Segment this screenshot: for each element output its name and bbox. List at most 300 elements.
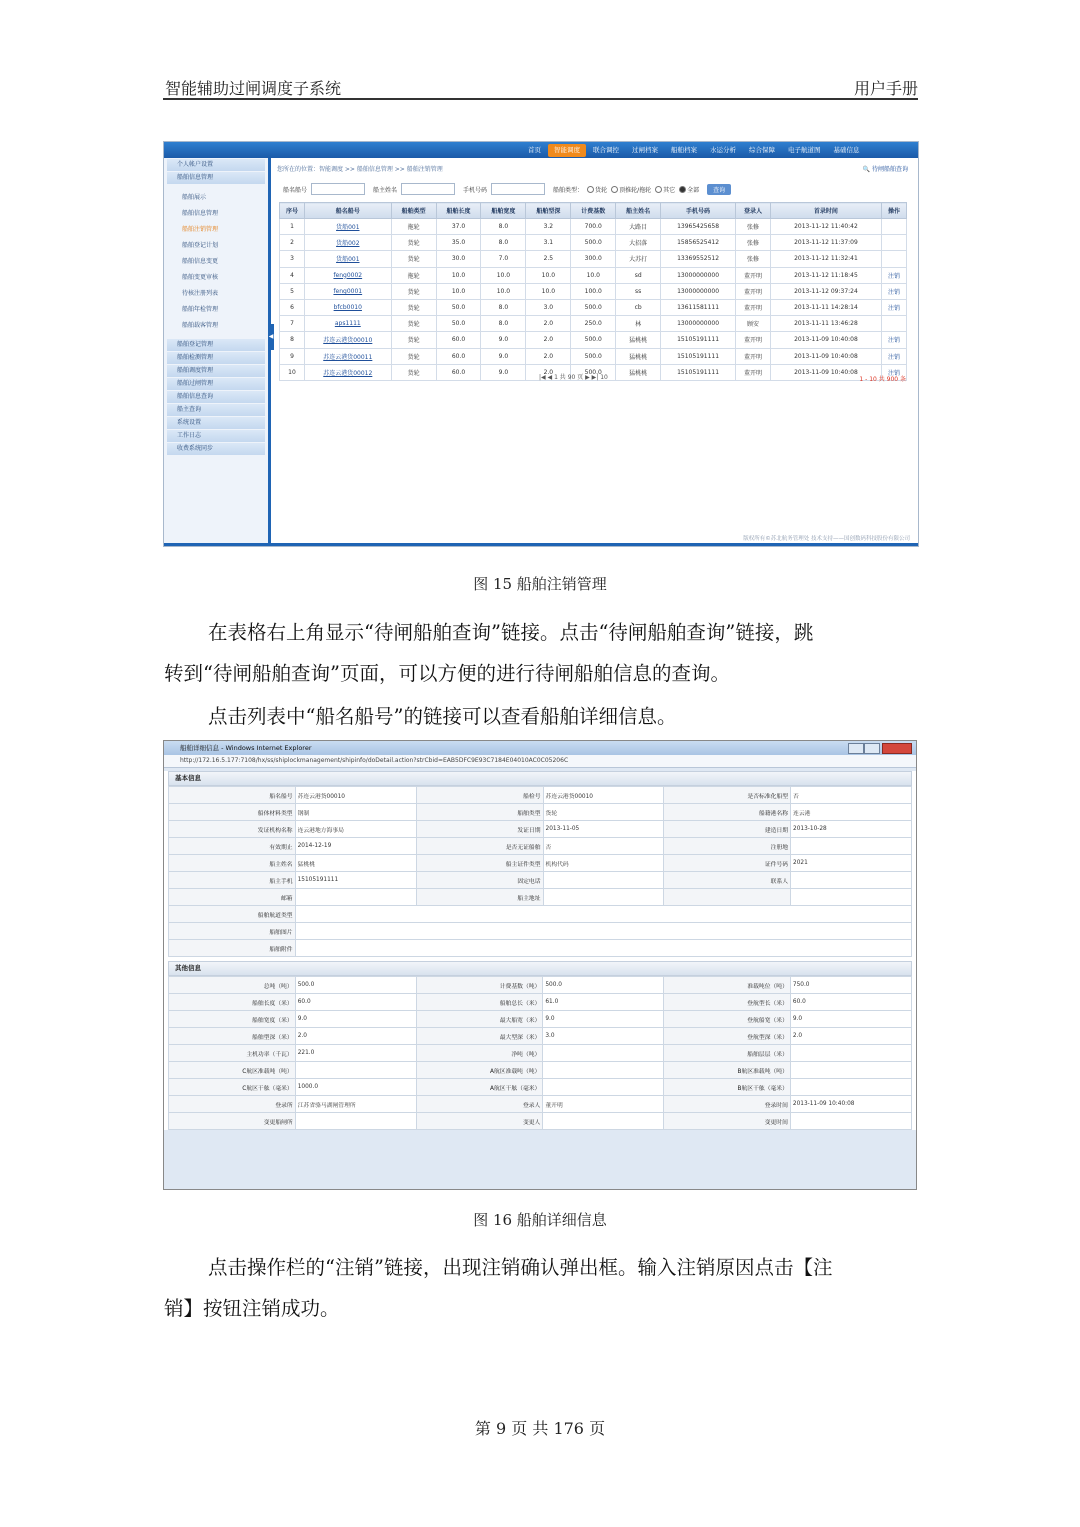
table-cell: 货轮: [391, 364, 436, 380]
table-row: [280, 235, 907, 251]
table-cell: 50.0: [436, 299, 481, 315]
paragraph-3: [164, 1247, 918, 1329]
table-cell: 8.0: [481, 235, 526, 251]
table-cell: 2.0: [526, 316, 571, 332]
cancel-link[interactable]: [881, 219, 906, 235]
table-cell: 500.0: [571, 348, 616, 364]
table-cell: 10.0: [526, 267, 571, 283]
detail-label: 登航型深（米）: [664, 1028, 791, 1045]
detail-label: 变更人: [416, 1113, 543, 1130]
table-cell: 10.0: [481, 283, 526, 299]
main-panel: [271, 158, 918, 546]
table-cell: 大苏打: [616, 251, 661, 267]
type-radio[interactable]: [611, 186, 618, 193]
detail-value: 3.0: [543, 1028, 664, 1045]
para1-line2: 转到“待闸船舶查询”页面，可以方便的进行待闸船舶信息的查询。: [164, 662, 730, 685]
table-cell: 30.0: [436, 251, 481, 267]
detail-value: 2013-11-09 10:40:08: [790, 1096, 911, 1113]
table-cell: 13369552512: [661, 251, 736, 267]
para2-line1: 点击列表中“船名船号”的链接可以查看船舶详细信息。: [208, 705, 677, 728]
ship-no-link[interactable]: 苏连云港货00010: [304, 332, 391, 348]
sidebar-item[interactable]: 待核注册列表: [182, 290, 219, 297]
detail-value: 否: [543, 838, 664, 855]
sidebar-toggle[interactable]: ◀: [268, 324, 274, 350]
sidebar: [164, 158, 274, 546]
ship-no-link[interactable]: 货船002: [304, 235, 391, 251]
window-title: 船舶详细信息 - Windows Internet Explorer: [180, 744, 312, 752]
detail-row: [169, 1113, 912, 1130]
table-cell: 猛桃桃: [616, 364, 661, 380]
type-radio[interactable]: [587, 186, 594, 193]
detail-value: [543, 1113, 664, 1130]
table-cell: 9: [280, 348, 305, 364]
table-cell: 2.5: [526, 251, 571, 267]
column-header: 船舶型深: [526, 203, 571, 219]
table-cell: 500.0: [571, 364, 616, 380]
detail-value: [543, 872, 664, 889]
table-cell: 60.0: [436, 364, 481, 380]
table-cell: 货轮: [391, 283, 436, 299]
table-cell: 货轮: [391, 332, 436, 348]
ship-no-link[interactable]: 苏连云港货00011: [304, 348, 391, 364]
detail-label: 船籍港名称: [664, 804, 791, 821]
detail-label: 登录时间: [664, 1096, 791, 1113]
column-header: 船舶宽度: [481, 203, 526, 219]
table-cell: 60.0: [436, 348, 481, 364]
detail-label: 登录人: [416, 1096, 543, 1113]
detail-row: [169, 821, 912, 838]
detail-value: [791, 838, 912, 855]
table-cell: 2013-11-09 10:40:08: [770, 364, 881, 380]
detail-label: 净吨（吨）: [416, 1045, 543, 1062]
table-cell: 张修: [735, 219, 770, 235]
other-info-section: 其他信息: [168, 961, 912, 976]
other-info-table: [168, 976, 912, 1130]
detail-value: 江苏省骆马湖闸管理所: [295, 1096, 416, 1113]
detail-value: 2013-11-05: [543, 821, 664, 838]
sidebar-item[interactable]: 船舶登记计划: [182, 242, 219, 249]
table-cell: 董开明: [735, 299, 770, 315]
nav-item[interactable]: 联合调控: [593, 146, 619, 154]
detail-value: 货轮: [543, 804, 664, 821]
nav-item[interactable]: 水运分析: [710, 146, 736, 154]
detail-label: 发证日期: [416, 821, 543, 838]
nav-item[interactable]: 电子航道图: [788, 146, 821, 154]
table-cell: 8.0: [481, 316, 526, 332]
type-option-label: 其它: [663, 186, 676, 194]
column-header: 船舶长度: [436, 203, 481, 219]
detail-label: B航区干舷（毫米）: [664, 1079, 791, 1096]
sidebar-group[interactable]: 船舶信息管理: [167, 172, 265, 184]
table-row: [280, 219, 907, 235]
table-cell: 董开明: [735, 332, 770, 348]
cancel-link[interactable]: 注销: [881, 299, 906, 315]
table-cell: 9.0: [481, 364, 526, 380]
cancel-link[interactable]: 注销: [881, 267, 906, 283]
table-cell: cb: [616, 299, 661, 315]
header-title: 智能辅助过闸调度子系统: [165, 79, 342, 98]
detail-label: 变更时间: [664, 1113, 791, 1130]
detail-label: 固定电话: [416, 872, 543, 889]
column-header: 手机号码: [661, 203, 736, 219]
detail-label: 船舶长度（米）: [169, 994, 296, 1011]
detail-value: 连云港: [791, 804, 912, 821]
table-cell: 8: [280, 332, 305, 348]
table-cell: 10: [280, 364, 305, 380]
detail-label: A航区准载吨（吨）: [416, 1062, 543, 1079]
detail-row: [169, 1079, 912, 1096]
table-cell: 4: [280, 267, 305, 283]
ship-table: [279, 202, 907, 381]
table-cell: 2013-11-09 10:40:08: [770, 348, 881, 364]
detail-label: 总吨（吨）: [169, 977, 296, 994]
sidebar-group[interactable]: 船舶调度管理: [167, 365, 265, 377]
detail-row: [169, 872, 912, 889]
detail-row: [169, 977, 912, 994]
column-header: 操作: [881, 203, 906, 219]
table-cell: 9.0: [481, 332, 526, 348]
detail-value: 61.0: [543, 994, 664, 1011]
detail-row: [169, 804, 912, 821]
table-cell: 3.1: [526, 235, 571, 251]
table-cell: 50.0: [436, 316, 481, 332]
detail-value: [791, 872, 912, 889]
detail-label: 登航型长（米）: [664, 994, 791, 1011]
basic-info-section: 基本信息: [168, 771, 912, 786]
detail-value: 15105191111: [295, 872, 416, 889]
table-cell: 拖轮: [391, 219, 436, 235]
copyright: 版权所有©苏北航务管理处 技术支持——国创数码科技股份有限公司: [743, 536, 910, 542]
search-bar: [283, 182, 908, 196]
ship-no-link[interactable]: 苏连云港货00012: [304, 364, 391, 380]
detail-value: 9.0: [790, 1011, 911, 1028]
table-row: [280, 348, 907, 364]
sidebar-group[interactable]: 个人帐户设置: [167, 159, 265, 171]
detail-value: 2.0: [295, 1028, 416, 1045]
table-cell: 猛桃桃: [616, 332, 661, 348]
table-cell: 100.0: [571, 283, 616, 299]
table-row: [280, 251, 907, 267]
cancel-link[interactable]: 注销: [881, 283, 906, 299]
detail-value: 钢制: [295, 804, 416, 821]
search-button[interactable]: 查询: [707, 184, 731, 195]
detail-label: 是否标准化船型: [664, 787, 791, 804]
column-header: 计费基数: [571, 203, 616, 219]
detail-row: [169, 940, 912, 957]
close-icon[interactable]: [882, 743, 912, 754]
detail-value: [543, 1062, 664, 1079]
type-label: 船舶类型：: [553, 186, 584, 194]
table-cell: 37.0: [436, 219, 481, 235]
detail-value: [790, 1062, 911, 1079]
detail-label: 准载吨位（吨）: [664, 977, 791, 994]
detail-label: 船主地址: [416, 889, 543, 906]
ship-no-link[interactable]: 货船001: [304, 251, 391, 267]
table-cell: 猛桃桃: [616, 348, 661, 364]
table-cell: 2013-11-12 11:32:41: [770, 251, 881, 267]
sidebar-group[interactable]: 船主查询: [167, 404, 265, 416]
sidebar-item[interactable]: 船舶展示: [182, 194, 207, 201]
ship-no-link[interactable]: aps1111: [304, 316, 391, 332]
sidebar-group[interactable]: 船舶检测管理: [167, 352, 265, 364]
cancel-link[interactable]: 注销: [881, 332, 906, 348]
detail-value: 221.0: [295, 1045, 416, 1062]
detail-value: [543, 889, 664, 906]
column-header: 船名船号: [304, 203, 391, 219]
ship-no-link[interactable]: feng0001: [304, 283, 391, 299]
detail-label: 登录所: [169, 1096, 296, 1113]
table-cell: 35.0: [436, 235, 481, 251]
nav-item[interactable]: 智能调度: [548, 144, 586, 157]
top-nav: [164, 142, 918, 158]
table-cell: 董开明: [735, 364, 770, 380]
cancel-link[interactable]: [881, 235, 906, 251]
sidebar-item[interactable]: 船舶变更审核: [182, 274, 219, 281]
detail-label: C航区干舷（毫米）: [169, 1079, 296, 1096]
detail-label: 联系人: [664, 872, 791, 889]
ship-no-input[interactable]: [311, 183, 365, 195]
detail-label: 船舶图片: [169, 923, 296, 940]
detail-row: [169, 994, 912, 1011]
detail-label: B航区准载吨（吨）: [664, 1062, 791, 1079]
record-count: 1 - 10 共 900 条: [859, 376, 906, 383]
table-cell: 大招落: [616, 235, 661, 251]
detail-value: [543, 1045, 664, 1062]
detail-row: [169, 1028, 912, 1045]
detail-label: 变更船闸所: [169, 1113, 296, 1130]
table-cell: 10.0: [436, 283, 481, 299]
table-cell: 1: [280, 219, 305, 235]
cancel-link[interactable]: 注销: [881, 348, 906, 364]
address-bar[interactable]: http://172.16.5.177:7108/hx/ss/shiplockmanagement/shipinfo/doDetail.action?strCbid=EAB5DFC9E93C7184E04010AC0C05206C: [164, 755, 916, 768]
ship-detail-screenshot: [163, 740, 917, 1190]
table-cell: 2.0: [526, 332, 571, 348]
table-cell: 60.0: [436, 332, 481, 348]
table-cell: 大路目: [616, 219, 661, 235]
table-cell: 货轮: [391, 251, 436, 267]
detail-label: 船主手机: [169, 872, 296, 889]
table-cell: 6: [280, 299, 305, 315]
cancel-link[interactable]: [881, 251, 906, 267]
breadcrumb: 您所在的位置：智能调度 >> 船舶信息管理 >> 船舶注销管理: [277, 166, 443, 173]
type-radio[interactable]: [679, 186, 686, 193]
phone-input[interactable]: [491, 183, 545, 195]
detail-label: 是否无证船舶: [416, 838, 543, 855]
detail-row: [169, 1062, 912, 1079]
detail-value: [790, 1113, 911, 1130]
waiting-ship-link[interactable]: 🔍 待闸船舶查询: [862, 166, 908, 173]
ship-no-link[interactable]: 货船001: [304, 219, 391, 235]
detail-label: 最大型深（米）: [416, 1028, 543, 1045]
type-option-label: 货轮: [595, 186, 608, 194]
table-cell: 2013-11-12 11:40:42: [770, 219, 881, 235]
table-cell: 250.0: [571, 316, 616, 332]
nav-item[interactable]: 船舶档案: [671, 146, 697, 154]
table-cell: 2013-11-12 11:37:09: [770, 235, 881, 251]
nav-item[interactable]: 基础信息: [833, 146, 860, 154]
sidebar-item[interactable]: 船舶年检管理: [182, 306, 219, 313]
table-cell: 2: [280, 235, 305, 251]
sidebar-group[interactable]: 收费系统同步: [167, 443, 265, 455]
detail-label: C航区准载吨（吨）: [169, 1062, 296, 1079]
table-cell: 15856525412: [661, 235, 736, 251]
detail-label: 船舶宽度（米）: [169, 1011, 296, 1028]
sidebar-group[interactable]: 系统设置: [167, 417, 265, 429]
detail-value: [295, 1062, 416, 1079]
table-cell: 张修: [735, 235, 770, 251]
detail-row: [169, 787, 912, 804]
owner-input[interactable]: [401, 183, 455, 195]
table-cell: 13000000000: [661, 283, 736, 299]
window-titlebar: [164, 741, 916, 755]
detail-value: 500.0: [543, 977, 664, 994]
detail-value: [791, 889, 912, 906]
table-cell: 3.2: [526, 219, 571, 235]
table-cell: 13000000000: [661, 316, 736, 332]
table-cell: 700.0: [571, 219, 616, 235]
detail-value: 9.0: [543, 1011, 664, 1028]
table-cell: 董开明: [735, 348, 770, 364]
table-row: [280, 316, 907, 332]
table-cell: 货轮: [391, 316, 436, 332]
detail-value: 500.0: [295, 977, 416, 994]
header-manual: 用户手册: [853, 79, 918, 98]
sidebar-item[interactable]: 船舶载客管理: [182, 322, 219, 329]
maximize-icon[interactable]: [864, 743, 880, 754]
detail-value: 机构代码: [543, 855, 664, 872]
detail-label: A航区干舷（毫米）: [416, 1079, 543, 1096]
table-cell: 10.0: [436, 267, 481, 283]
detail-label: 计费基数（吨）: [416, 977, 543, 994]
para1-line1: 在表格右上角显示“待闸船舶查询”链接。点击“待闸船舶查询”链接，跳: [208, 621, 814, 644]
page-number: 第 9 页 共 176 页: [474, 1419, 606, 1438]
basic-info-table: [168, 786, 912, 957]
ship-no-link[interactable]: feng0002: [304, 267, 391, 283]
nav-item[interactable]: 首页: [528, 146, 541, 154]
detail-label: 注册地: [664, 838, 791, 855]
detail-value: 2021: [791, 855, 912, 872]
phone-label: 手机号码: [463, 186, 488, 194]
detail-row: [169, 923, 912, 940]
detail-label: 船检号: [416, 787, 543, 804]
minimize-icon[interactable]: [848, 743, 864, 754]
column-header: 登录人: [735, 203, 770, 219]
sidebar-item[interactable]: 船舶注销管理: [182, 226, 219, 233]
column-header: 船舶类型: [391, 203, 436, 219]
table-cell: 500.0: [571, 332, 616, 348]
paragraph-2: [164, 696, 918, 737]
detail-value: 1000.0: [295, 1079, 416, 1096]
detail-value: 750.0: [790, 977, 911, 994]
detail-label: 船舶层层（米）: [664, 1045, 791, 1062]
table-cell: 董开明: [735, 267, 770, 283]
table-cell: 2013-11-09 10:40:08: [770, 332, 881, 348]
table-cell: 10.0: [571, 267, 616, 283]
sidebar-item[interactable]: 船舶信息管理: [182, 210, 219, 217]
detail-row: [169, 855, 912, 872]
sidebar-item[interactable]: 船舶信息变更: [182, 258, 219, 265]
table-cell: 2.0: [526, 364, 571, 380]
type-option-label: 顶推轮/拖轮: [619, 186, 652, 194]
detail-value: [295, 1113, 416, 1130]
para3-line1: 点击操作栏的“注销”链接，出现注销确认弹出框。输入注销原因点击【注: [208, 1256, 833, 1279]
detail-label: 船舶航道类型: [169, 906, 296, 923]
column-header: 首录时间: [770, 203, 881, 219]
sidebar-group[interactable]: 船舶过闸管理: [167, 378, 265, 390]
detail-value: 苏连云港货00010: [543, 787, 664, 804]
sidebar-group[interactable]: 船舶信息查询: [167, 391, 265, 403]
detail-row: [169, 1096, 912, 1113]
detail-label: 登航船宽（米）: [664, 1011, 791, 1028]
table-cell: 13611581111: [661, 299, 736, 315]
table-row: [280, 299, 907, 315]
table-cell: 2013-11-12 11:18:45: [770, 267, 881, 283]
detail-label: 船主姓名: [169, 855, 296, 872]
table-cell: 15105191111: [661, 348, 736, 364]
detail-label: 邮箱: [169, 889, 296, 906]
table-cell: 15105191111: [661, 364, 736, 380]
sidebar-group[interactable]: 工作日志: [167, 430, 265, 442]
table-cell: 2013-11-11 14:28:14: [770, 299, 881, 315]
detail-label: 有效期止: [169, 838, 296, 855]
detail-row: [169, 889, 912, 906]
detail-value: 9.0: [295, 1011, 416, 1028]
cancel-link[interactable]: 注销: [881, 364, 906, 380]
table-cell: 5: [280, 283, 305, 299]
column-header: 船主姓名: [616, 203, 661, 219]
detail-value: 2014-12-19: [295, 838, 416, 855]
detail-value: 否: [791, 787, 912, 804]
detail-label: 最大船宽（米）: [416, 1011, 543, 1028]
table-cell: ss: [616, 283, 661, 299]
table-cell: 顾安: [735, 316, 770, 332]
table-cell: 张修: [735, 251, 770, 267]
detail-value: 60.0: [790, 994, 911, 1011]
ship-no-link[interactable]: bfcb0010: [304, 299, 391, 315]
detail-value: 连云港地方海事局: [295, 821, 416, 838]
detail-value: 董开明: [543, 1096, 664, 1113]
table-cell: 13965425658: [661, 219, 736, 235]
detail-label: 船体材料类型: [169, 804, 296, 821]
table-cell: 7.0: [481, 251, 526, 267]
detail-value: [295, 906, 911, 923]
detail-label: 船舶型深（米）: [169, 1028, 296, 1045]
table-cell: 2013-11-12 09:37:24: [770, 283, 881, 299]
detail-label: [664, 889, 791, 906]
detail-value: [295, 923, 911, 940]
detail-row: [169, 1011, 912, 1028]
pager[interactable]: |◀ ◀ 1 共 90 页 ▶ ▶| 10: [539, 374, 608, 381]
detail-label: 船主证件类型: [416, 855, 543, 872]
type-radio[interactable]: [655, 186, 662, 193]
nav-item[interactable]: 综合保障: [749, 146, 775, 154]
table-cell: 8.0: [481, 219, 526, 235]
sidebar-group[interactable]: 船舶登记管理: [167, 339, 265, 351]
table-cell: 10.0: [481, 267, 526, 283]
table-cell: 500.0: [571, 299, 616, 315]
detail-value: 猛桃桃: [295, 855, 416, 872]
table-cell: 300.0: [571, 251, 616, 267]
table-cell: 15105191111: [661, 332, 736, 348]
nav-item[interactable]: 过闸档案: [632, 146, 658, 154]
table-cell: 8.0: [481, 299, 526, 315]
detail-row: [169, 906, 912, 923]
table-cell: 2.0: [526, 348, 571, 364]
detail-value: 2013-10-28: [791, 821, 912, 838]
detail-value: 2.0: [790, 1028, 911, 1045]
cancel-link[interactable]: [881, 316, 906, 332]
detail-value: [790, 1079, 911, 1096]
